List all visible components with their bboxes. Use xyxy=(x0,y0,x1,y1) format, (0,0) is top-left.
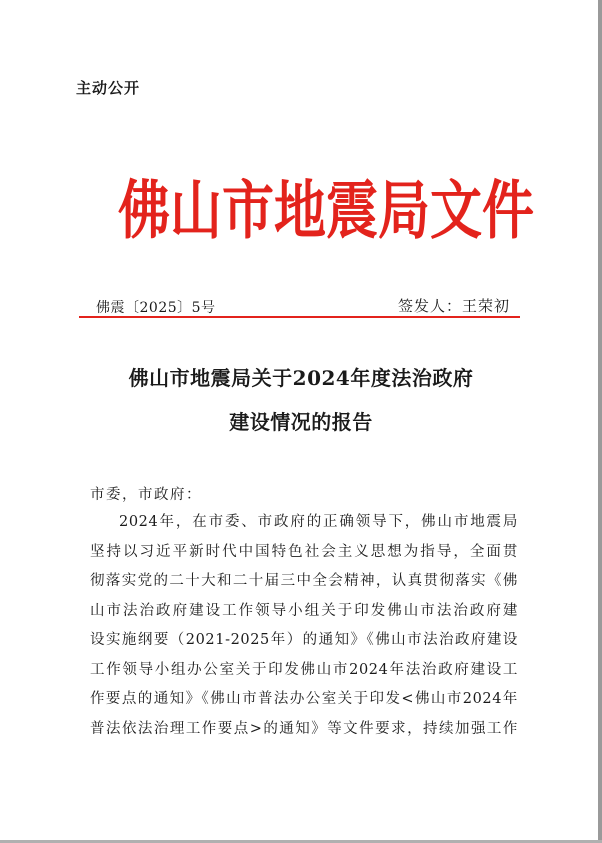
body-paragraph xyxy=(90,508,518,744)
issuer-heading: 佛山市地震局文件 xyxy=(118,174,535,249)
body-line: 彻落实党的二十大和二十届三中全会精神，认真贯彻落实《佛 xyxy=(90,573,518,589)
red-divider xyxy=(79,316,520,318)
document-number: 佛震〔2025〕5号 xyxy=(96,300,216,316)
body-line: 普法依法治理工作要点>的通知》等文件要求，持续加强工作 xyxy=(90,720,518,737)
disclosure-label: 主动公开 xyxy=(76,79,141,97)
document-title-line-1: 佛山市地震局关于2024年度法治政府 xyxy=(128,366,474,390)
body-line: 坚持以习近平新时代中国特色社会主义思想为指导，全面贯 xyxy=(90,543,518,560)
body-line: 作要点的通知》《佛山市普法办公室关于印发<佛山市2024年 xyxy=(90,691,518,707)
body-line: 山市法治政府建设工作领导小组关于印发佛山市法治政府建 xyxy=(90,602,518,619)
body-line: 2024年，在市委、市政府的正确领导下，佛山市地震局 xyxy=(119,514,518,530)
signer-name: 王荣初 xyxy=(462,297,511,315)
salutation: 市委，市政府： xyxy=(90,487,202,503)
signer xyxy=(398,295,510,316)
body-line: 设实施纲要（2021-2025年）的通知》《佛山市法治政府建设 xyxy=(90,632,518,648)
document-title-line-2: 建设情况的报告 xyxy=(229,410,373,434)
signer-label: 签发人： xyxy=(398,297,463,315)
page-edge-shadow xyxy=(598,0,602,843)
body-line: 工作领导小组办公室关于印发佛山市2024年法治政府建设工 xyxy=(90,661,518,678)
